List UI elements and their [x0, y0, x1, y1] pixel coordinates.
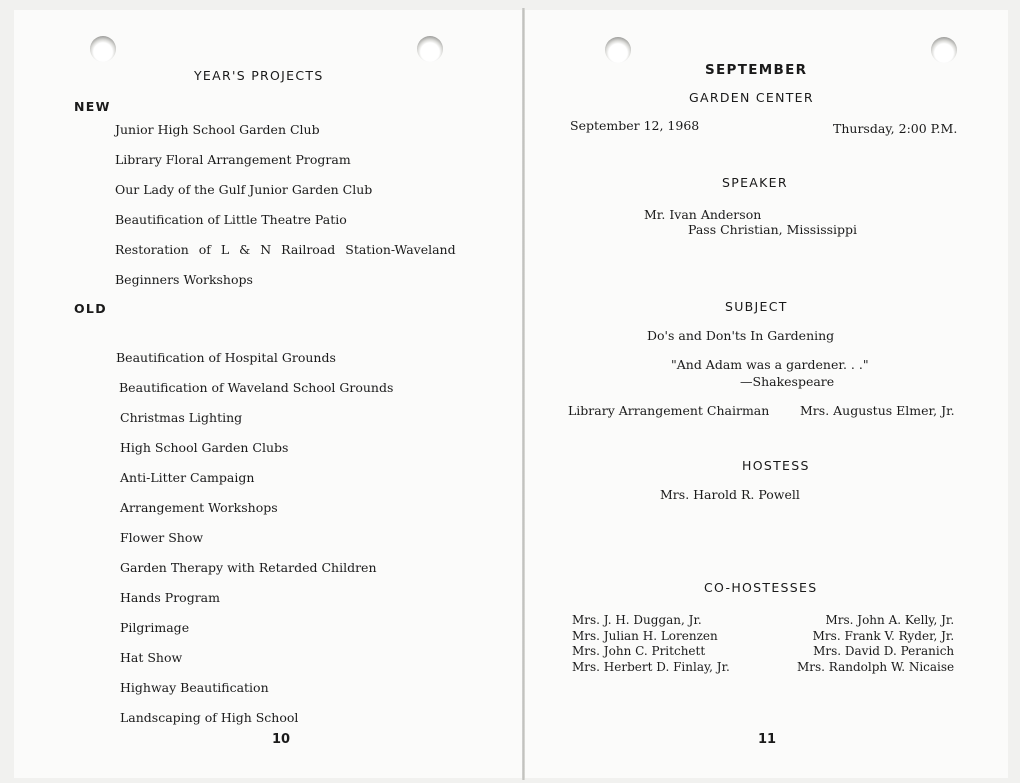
punch-hole-icon [931, 37, 957, 63]
list-item: Beginners Workshops [115, 272, 253, 287]
old-label: OLD [74, 301, 107, 316]
location-heading: GARDEN CENTER [689, 90, 814, 105]
list-item: Mrs. David D. Peranich [813, 644, 955, 658]
list-item: Mrs. Julian H. Lorenzen [572, 628, 718, 643]
list-item: Mrs. J. H. Duggan, Jr. [572, 613, 702, 627]
list-item: Restoration of L & N Railroad Station-Waveland [115, 242, 456, 257]
list-item: Mrs. John C. Pritchett [572, 644, 706, 658]
meeting-time: Thursday, 2:00 P.M. [833, 121, 958, 136]
left-page [14, 10, 522, 778]
list-item: Hat Show [120, 650, 183, 665]
chairman-role: Library Arrangement Chairman [568, 403, 770, 418]
new-label: NEW [74, 99, 111, 114]
cohostesses-right-column [797, 613, 954, 675]
list-item: Beautification of Little Theatre Patio [115, 212, 347, 227]
subject-heading: SUBJECT [725, 299, 788, 314]
subject-text: Do's and Don'ts In Gardening [647, 328, 835, 343]
list-item: Christmas Lighting [120, 410, 243, 425]
chairman-name: Mrs. Augustus Elmer, Jr. [800, 403, 955, 418]
month-heading: SEPTEMBER [705, 62, 808, 78]
speaker-heading: SPEAKER [722, 175, 788, 190]
list-item: Mrs. Frank V. Ryder, Jr. [812, 628, 955, 643]
list-item: Our Lady of the Gulf Junior Garden Club [115, 182, 373, 197]
list-item: Junior High School Garden Club [115, 122, 320, 137]
list-item: Garden Therapy with Retarded Children [120, 560, 377, 575]
list-item: High School Garden Clubs [120, 440, 289, 455]
meeting-date: September 12, 1968 [570, 118, 700, 133]
hostess-heading: HOSTESS [742, 458, 810, 473]
list-item: Mrs. Herbert D. Finlay, Jr. [572, 659, 730, 674]
list-item: Pilgrimage [120, 620, 190, 635]
speaker-place: Pass Christian, Mississippi [688, 222, 858, 237]
quote-author: —Shakespeare [740, 374, 835, 389]
cohostesses-heading: CO-HOSTESSES [704, 580, 818, 595]
list-item: Landscaping of High School [120, 710, 299, 725]
page-number: 11 [758, 732, 777, 747]
punch-hole-icon [90, 36, 116, 62]
right-page [525, 10, 1008, 778]
list-item: Highway Beautification [120, 680, 269, 695]
list-item: Mrs. Randolph W. Nicaise [797, 659, 955, 674]
hostess-name: Mrs. Harold R. Powell [660, 487, 800, 502]
page-number: 10 [272, 732, 291, 747]
speaker-name: Mr. Ivan Anderson [644, 207, 762, 222]
list-item: Arrangement Workshops [120, 500, 278, 515]
list-item: Hands Program [120, 590, 220, 605]
quote-text: "And Adam was a gardener. . ." [671, 357, 869, 372]
projects-title: YEAR'S PROJECTS [194, 68, 324, 83]
list-item: Anti-Litter Campaign [120, 470, 255, 485]
list-item: Flower Show [120, 530, 204, 545]
list-item: Library Floral Arrangement Program [115, 152, 351, 167]
list-item: Beautification of Hospital Grounds [116, 350, 336, 365]
list-item: Beautification of Waveland School Grounds [119, 380, 394, 395]
list-item: Mrs. John A. Kelly, Jr. [825, 613, 955, 627]
punch-hole-icon [605, 37, 631, 63]
cohostesses-left-column [572, 613, 730, 675]
punch-hole-icon [417, 36, 443, 62]
